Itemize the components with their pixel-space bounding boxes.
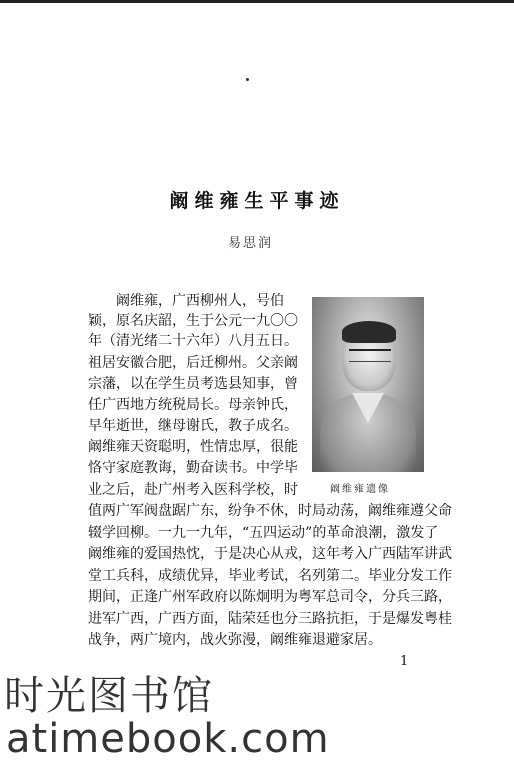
portrait-photo: [312, 297, 424, 472]
body-line: 任广西地方统税局长。母亲钟氏，: [88, 397, 298, 413]
body-line: 堂工兵科，成绩优异，毕业考试，名列第二。毕业分发工作: [88, 568, 452, 584]
body-line: 辍学回柳。一九一九年，“五四运动”的革命浪潮，激发了: [88, 525, 439, 541]
body-line: 阚维雍天资聪明，性情忠厚，很能: [88, 439, 298, 455]
body-line: 祖居安徽合肥，后迁柳州。父亲阚: [88, 355, 298, 371]
body-line: 进军广西，广西方面，陆荣廷也分三路抗拒，于是爆发粤桂: [88, 611, 452, 627]
page-number: 1: [400, 654, 409, 669]
body-line: 颖，原名庆韶，生于公元一九〇〇: [88, 313, 298, 329]
body-line: 业之后，赴广州考入医科学校，时: [88, 482, 298, 498]
article-title: 阚维雍生平事迹: [169, 190, 345, 212]
body-line: 宗藩，以在学生员考选县知事，曾: [88, 376, 298, 392]
body-line: 早年逝世，继母谢氏，教子成名。: [88, 418, 298, 434]
body-line: 年（清光绪二十六年）八月五日。: [88, 333, 298, 349]
body-line: 期间，正逢广州军政府以陈炯明为粤军总司令，分兵三路，: [88, 589, 452, 605]
watermark-url: atimebook.com: [6, 716, 330, 762]
body-line: 阚维雍的爱国热忱，于是决心从戎，这年考入广西陆军讲武: [88, 546, 452, 562]
body-line: 恪守家庭教诲，勤奋读书。中学毕: [88, 460, 298, 476]
body-line: 战争，两广境内，战火弥漫，阚维雍退避家居。: [88, 632, 382, 648]
decorative-dot: [246, 78, 249, 81]
top-border-line: [0, 0, 514, 3]
photo-caption: 阚维雍遗像: [330, 484, 390, 495]
body-line: 值两广军阀盘踞广东，纷争不休，时局动荡，阚维雍遵父命: [88, 503, 452, 519]
watermark-chinese: 时光图书馆: [4, 673, 214, 719]
author-name: 易思润: [228, 236, 274, 251]
body-line: 阚维雍，广西柳州人，号伯: [116, 293, 284, 309]
